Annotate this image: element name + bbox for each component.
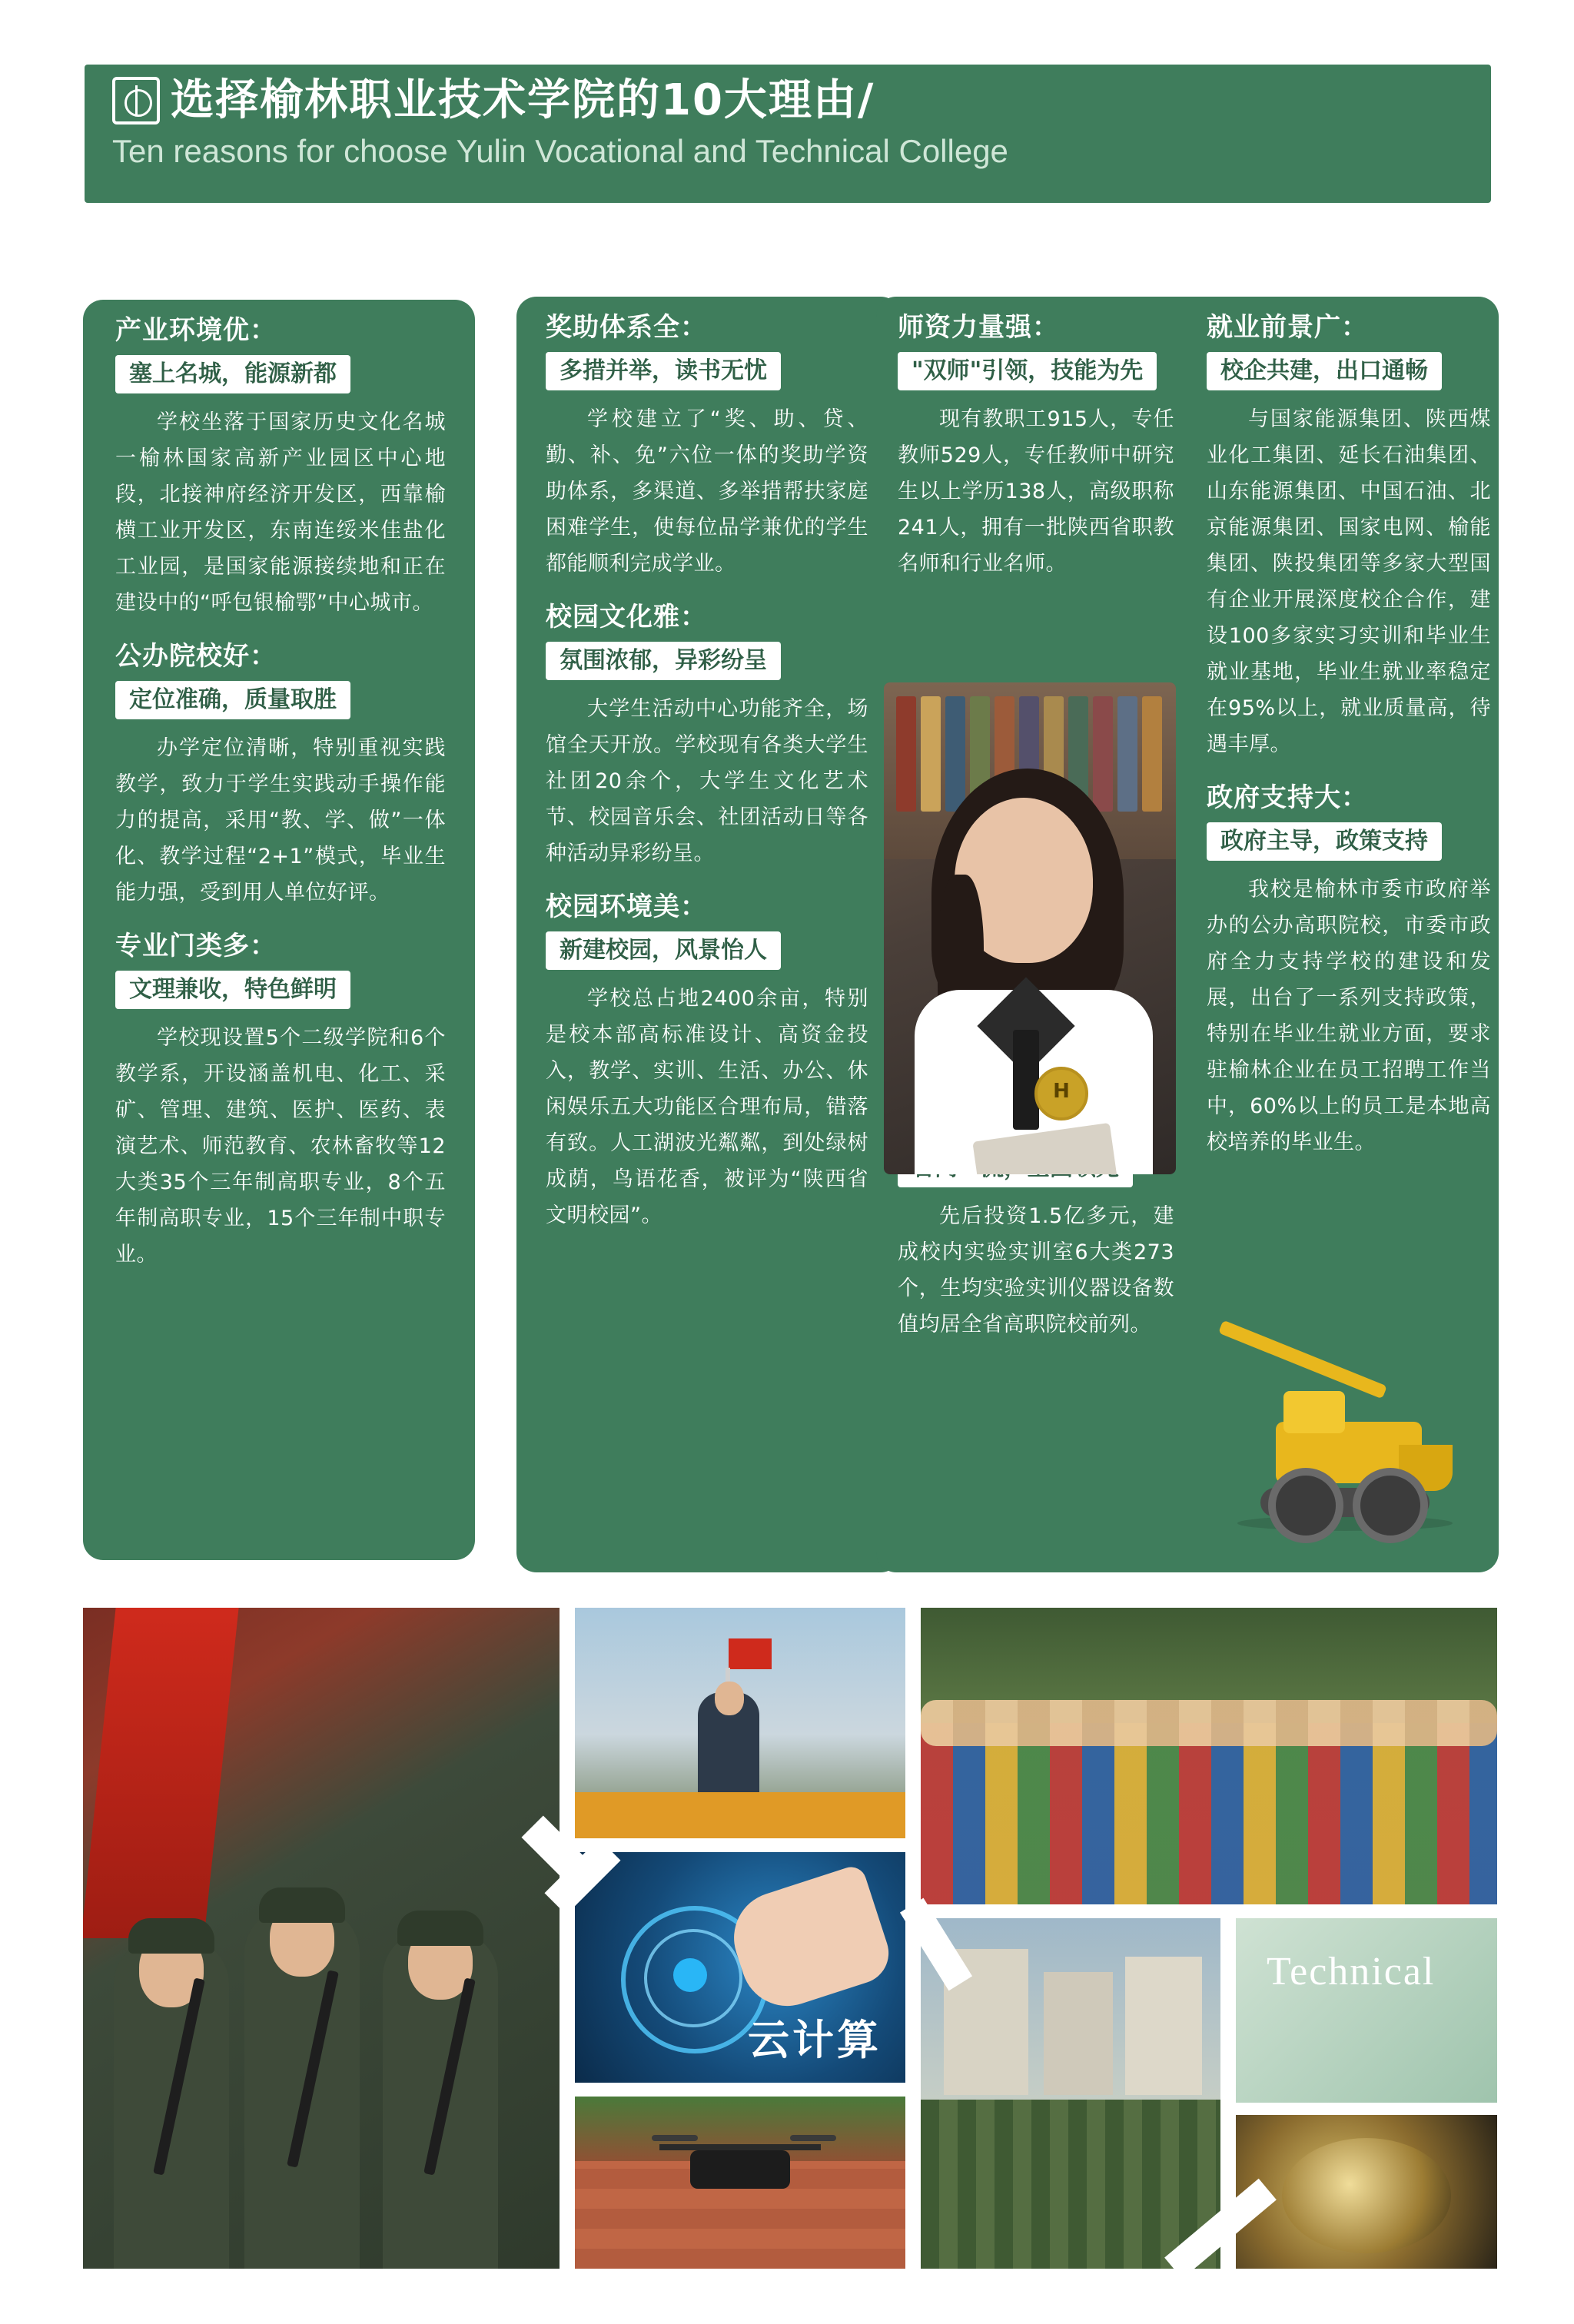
block-title: 产业环境优： xyxy=(115,315,277,346)
technical-label: Technical xyxy=(1267,1950,1436,1994)
block-tag: 新建校园，风景怡人 xyxy=(546,931,781,970)
reason-scholarship xyxy=(546,312,868,582)
reason-employment xyxy=(1207,312,1491,762)
reason-faculty xyxy=(898,312,1174,582)
column-1 xyxy=(115,315,446,1293)
cloud-computing-label: 云计算 xyxy=(748,2016,882,2064)
column-4 xyxy=(1207,312,1491,1180)
block-body: 先后投资1.5亿多元，建成校内实验实训室6大类273个，生均实验实训仪器设备数值均居全省高职院校前列。 xyxy=(898,1204,1174,1336)
block-body: 学校建立了“奖、助、贷、勤、补、免”六位一体的奖助学资助体系，多渠道、多举措帮扶家庭困难学生，使每位品学兼优的学生都能顺利完成学业。 xyxy=(546,407,868,576)
photo-collage xyxy=(83,1608,1497,2269)
globe-icon xyxy=(112,77,160,124)
block-body: 学校坐落于国家历史文化名城一榆林国家高新产业园区中心地段，北接神府经济开发区，西靠榆横工业开发区，东南连绥米佳盐化工业园，是国家能源接续地和正在建设中的“呼包银榆鄂”中心城市。 xyxy=(115,410,446,615)
page-header xyxy=(85,65,1491,203)
guard-figure-2 xyxy=(244,1907,360,2269)
reason-campus-culture xyxy=(546,602,868,872)
block-body: 现有教职工915人，专任教师529人，专任教师中研究生以上学历138人，高级职称241人，拥有一批陕西省职教名师和行业名师。 xyxy=(898,407,1174,576)
block-body: 办学定位清晰，特别重视实践教学，致力于学生实践动手操作能力的提高，采用“教、学、做”一体化、教学过程“2+1”模式，毕业生能力强，受到用人单位好评。 xyxy=(115,736,446,905)
block-tag: 校企共建，出口通畅 xyxy=(1207,352,1442,390)
reason-public-college xyxy=(115,641,446,911)
flag-raising-photo xyxy=(575,1608,905,1838)
reason-industry-environment xyxy=(115,315,446,621)
block-title: 校园文化雅： xyxy=(546,602,707,632)
block-tag: 文理兼收，特色鲜明 xyxy=(115,971,350,1009)
block-tag: 多措并举，读书无忧 xyxy=(546,352,781,390)
block-body: 大学生活动中心功能齐全，场馆全天开放。学校现有各类大学生社团20余个，大学生文化艺术节、校园音乐会、社团活动日等各种活动异彩纷呈。 xyxy=(546,697,868,865)
block-title: 师资力量强： xyxy=(898,312,1059,343)
drone-track-photo xyxy=(575,2097,905,2269)
block-tag: "双师"引领，技能为先 xyxy=(898,352,1157,390)
block-title: 专业门类多： xyxy=(115,931,277,961)
red-flag xyxy=(83,1608,239,1938)
page-title: 选择榆林职业技术学院的10大理由/ xyxy=(171,75,875,125)
block-body: 学校总占地2400余亩，特别是校本部高标准设计、高资金投入，教学、实训、生活、办公、休闲娱乐五大功能区合理布局，错落有致。人工湖波光粼粼，到处绿树成荫，鸟语花香，被评为“陕西省文明校园”。 xyxy=(546,987,868,1227)
mining-excavator-illustration xyxy=(1207,1337,1483,1537)
block-title: 奖助体系全： xyxy=(546,312,707,343)
honor-guard-photo xyxy=(83,1608,560,2269)
reason-majors xyxy=(115,931,446,1273)
student-tie xyxy=(1013,1030,1039,1130)
machinery-photo xyxy=(1236,2115,1497,2269)
block-tag: 塞上名城，能源新都 xyxy=(115,355,350,393)
block-body: 学校现设置5个二级学院和6个教学系，开设涵盖机电、化工、采矿、管理、建筑、医护、医药、表演艺术、师范教育、农林畜牧等12大类35个三年制高职专业，8个五年制高职专业，15个三年制中职专业。 xyxy=(115,1026,446,1267)
block-body: 我校是榆林市委市政府举办的公办高职院校，市委市政府全力支持学校的建设和发展，出台了一系列支持政策，特别在毕业生就业方面，要求驻榆林企业在员工招聘工作当中，60%以上的员工是本地高校培养的毕业生。 xyxy=(1207,878,1491,1154)
column-2 xyxy=(546,312,868,1253)
reason-government-support xyxy=(1207,782,1491,1160)
technical-word-photo xyxy=(1236,1918,1497,2103)
block-body: 与国家能源集团、陕西煤业化工集团、延长石油集团、山东能源集团、中国石油、北京能源集团、国家电网、榆能集团、陕投集团等多家大型国有企业开展深度校企合作，建设100多家实习实训和毕业生就业基地，毕业生就业率稳定在95%以上，就业质量高，待遇丰厚。 xyxy=(1207,407,1491,756)
student-reading-photo xyxy=(884,682,1176,1174)
block-title: 校园环境美： xyxy=(546,891,707,922)
block-tag: 氛围浓郁，异彩纷呈 xyxy=(546,642,781,680)
student-badge-icon: H xyxy=(1034,1067,1088,1120)
block-tag: 政府主导，政策支持 xyxy=(1207,822,1442,861)
reason-campus-environment xyxy=(546,891,868,1233)
ethnic-dance-photo xyxy=(921,1608,1497,1904)
block-title: 公办院校好： xyxy=(115,641,277,672)
block-title: 就业前景广： xyxy=(1207,312,1368,343)
block-title: 政府支持大： xyxy=(1207,782,1368,813)
page-subtitle: Ten reasons for choose Yulin Vocational and Technical College xyxy=(112,133,1008,169)
block-tag: 定位准确，质量取胜 xyxy=(115,681,350,719)
